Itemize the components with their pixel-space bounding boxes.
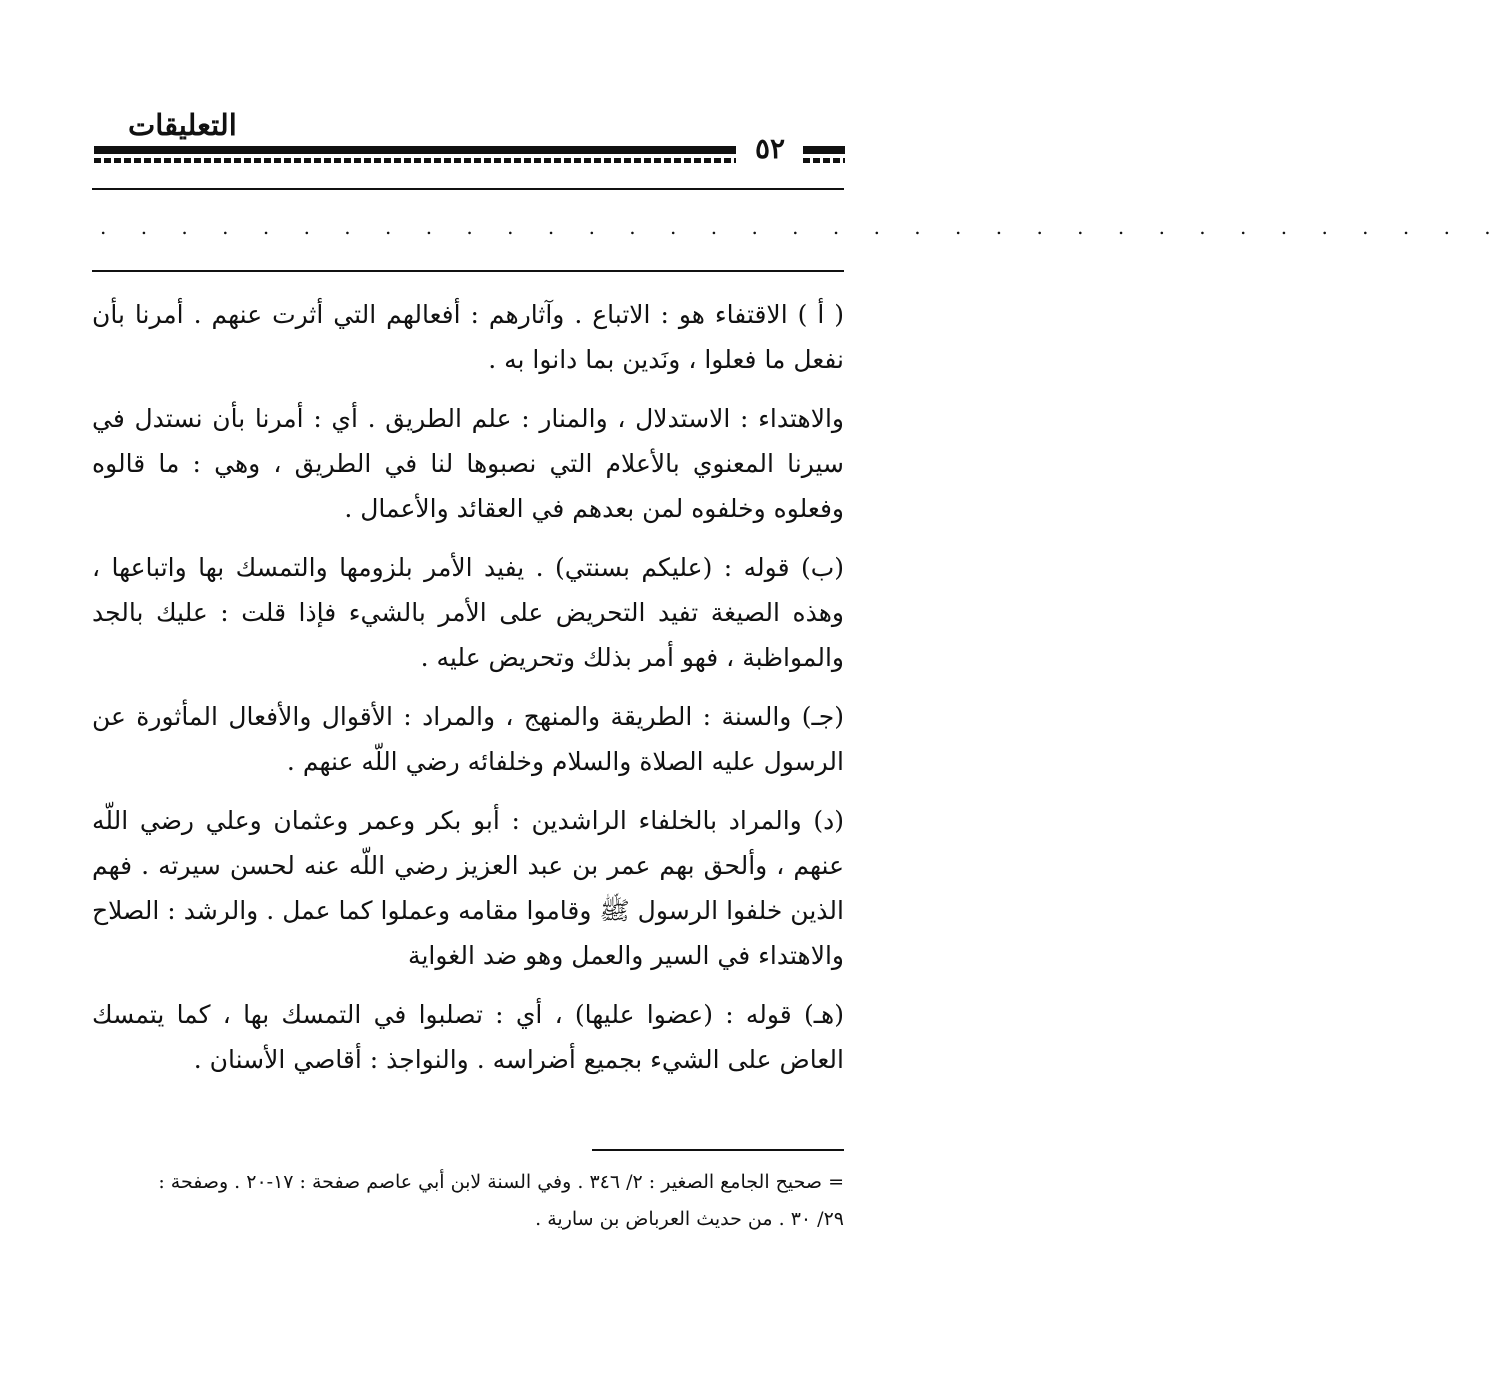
header-title: التعليقات (128, 108, 237, 142)
top-divider (92, 188, 844, 190)
page-number-rule-dashed (803, 158, 845, 163)
page-number: ٥٢ (754, 132, 786, 165)
paragraph-d: (د) والمراد بالخلفاء الراشدين : أبو بكر وعمر وعثمان وعلي رضي اللّه عنهم ، وألحق بهم عمر بن عبد العزيز رضي اللّه عنه لحسن سيرته . فهم الذين خلفوا الرسول ﷺ وقاموا مقامه وعملوا كما عمل . والرشد : الصلاح والاهتداء في السير والعمل وهو ضد الغواية (92, 806, 844, 970)
footnote-divider (592, 1149, 844, 1151)
paragraph-e: (هـ) قوله : (عضوا عليها) ، أي : تصلبوا في التمسك بها ، كما يتمسك العاض على الشيء بجميع أضراسه . والنواجذ : أقاصي الأسنان . (92, 1000, 844, 1074)
paragraph-a-cont: والاهتداء : الاستدلال ، والمنار : علم الطريق . أي : أمرنا بأن نستدل في سيرنا المعنوي بالأعلام التي نصبوها لنا في الطريق ، وهي : ما قالوه وفعلوه وخلفوه لمن بعدهم في العقائد والأعمال . (92, 404, 844, 523)
header-rule-dashed (94, 158, 736, 163)
header-rule-thick (94, 146, 736, 154)
footnote-line-2: ٢٩/ ٣٠ . من حديث العرباض بن سارية . (535, 1208, 844, 1230)
footnote-line-1: = صحيح الجامع الصغير : ٢/ ٣٤٦ . وفي السنة لابن أبي عاصم صفحة : ١٧-٢٠ . وصفحة : (158, 1171, 844, 1193)
bottom-divider (92, 270, 844, 272)
page-number-rule-thick (803, 146, 845, 154)
paragraph-a: ( أ ) الاقتفاء هو : الاتباع . وآثارهم : أفعالهم التي أثرت عنهم . أمرنا بأن نفعل ما فعلوا ، ونَدين بما دانوا به . (92, 300, 844, 374)
paragraph-b: (ب) قوله : (عليكم بسنتي) . يفيد الأمر بلزومها والتمسك بها واتباعها ، وهذه الصيغة تفيد التحريض على الأمر بالشيء فإذا قلت : عليك بالجد والمواظبة ، فهو أمر بذلك وتحريض عليه . (92, 553, 844, 672)
footnote (92, 1164, 844, 1238)
omission-dots: . . . . . . . . . . . . . . . . . . . . . . . . . . . . . . . . . . . (100, 215, 1505, 239)
commentary-body (92, 292, 844, 1096)
paragraph-c: (جـ) والسنة : الطريقة والمنهج ، والمراد : الأقوال والأفعال المأثورة عن الرسول عليه الصلاة والسلام وخلفائه رضي اللّه عنهم . (92, 702, 844, 776)
